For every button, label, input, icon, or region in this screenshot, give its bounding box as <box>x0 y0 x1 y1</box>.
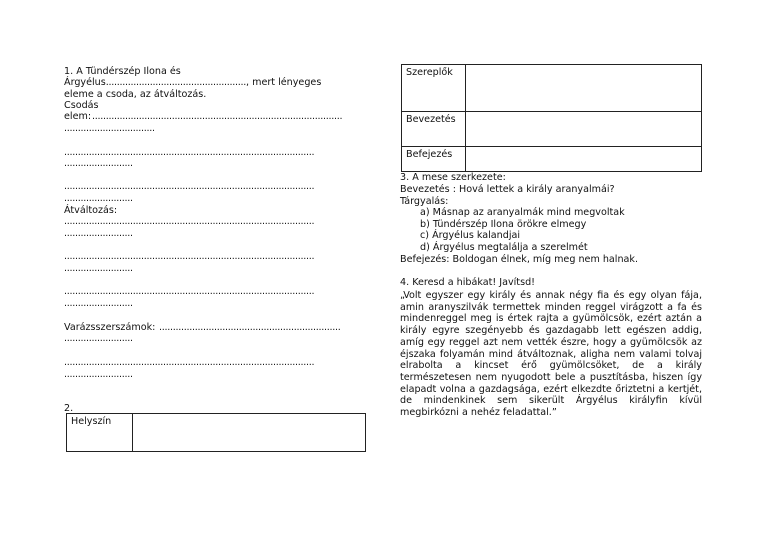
q1-line1: 1. A Tündérszép Ilona és <box>64 66 181 77</box>
varazs-dots[interactable]: .................................................................. <box>159 322 341 333</box>
answer-line[interactable]: ........................................................................................... <box>64 181 315 192</box>
bevezetes-answer-cell[interactable] <box>466 112 702 147</box>
befejezes-answer-cell[interactable] <box>466 147 702 172</box>
row-label-befejezes: Befejezés <box>402 147 466 172</box>
elem-label: elem: <box>64 111 92 122</box>
varazs-label: Varázsszerszámok: <box>64 322 156 333</box>
story-table <box>401 64 702 172</box>
helyszin-label: Helyszín <box>67 414 133 452</box>
q1-line2-start: Árgyélus <box>64 77 106 88</box>
q3-befejezes: Befejezés: Boldogan élnek, míg meg nem halnak. <box>400 254 639 265</box>
elem-dots-cont[interactable]: ................................. <box>64 123 155 134</box>
q4-title: 4. Keresd a hibákat! Javítsd! <box>400 277 536 288</box>
q3-item-d: d) Árgyélus megtalálja a szerelmét <box>420 242 588 253</box>
q4-text: „Volt egyszer egy király és annak négy fia és egy olyan fája, amin aranyszilvák termettek minden reggel virágzott a fa és mindenreggel meg is értek rajta a gyümölcsök, ezért aztán a király egyre szegényebb és gazdagabb lett egészen addig, amíg egy reggel azt nem vették észre, hogy a gyümölcsök az éjszaka folyamán mind átváltoznak, aligha nem valami tolvaj elrabolta a kincset érő gyümölcsöket, de a király természetesen nem nyugodott bele a pusztításba, hiszen így elapadt volna a gazdagsága, ezért elkezdte őriztetni a kertjét, de mindenkinek sem sikerült Árgyélus királyfin kívül megbirkózni a nehéz feladattal.” <box>400 290 702 419</box>
answer-line-cont[interactable]: ......................... <box>64 158 133 169</box>
answer-line[interactable]: ........................................................................................... <box>64 147 315 158</box>
answer-line-cont[interactable]: ......................... <box>64 369 133 380</box>
q3-item-b: b) Tündérszép Ilona örökre elmegy <box>420 219 587 230</box>
helyszin-answer-cell[interactable] <box>133 414 366 452</box>
row-label-bevezetes: Bevezetés <box>402 112 466 147</box>
szereplok-answer-cell[interactable] <box>466 65 702 112</box>
q1-blank[interactable]: ................................................... <box>105 77 246 88</box>
answer-line[interactable]: ........................................................................................... <box>64 286 315 297</box>
elem-dots[interactable]: ........................................................................................... <box>92 111 343 122</box>
q3-item-a: a) Másnap az aranyalmák mind megvoltak <box>420 207 625 218</box>
q2-label: 2. <box>64 403 74 414</box>
q1-line2 <box>64 77 321 89</box>
answer-line-cont[interactable]: ......................... <box>64 263 133 274</box>
row-label-szereplok: Szereplők <box>402 65 466 112</box>
q3-title: 3. A mese szerkezete: <box>400 172 506 183</box>
atvaltozas-dots-cont[interactable]: ......................... <box>64 228 133 239</box>
q3-item-c: c) Árgyélus kalandjai <box>420 230 521 241</box>
answer-line[interactable]: ........................................................................................... <box>64 357 315 368</box>
q1-line2-end: , mert lényeges <box>246 77 322 88</box>
atvaltozas-label: Átváltozás: <box>64 205 118 216</box>
answer-line-cont[interactable]: ......................... <box>64 298 133 309</box>
varazs-dots-cont[interactable]: ......................... <box>64 333 133 344</box>
q1-line3: eleme a csoda, az átváltozás. <box>64 89 207 100</box>
q3-targyalas: Tárgyalás: <box>400 196 449 207</box>
q3-bevezetes: Bevezetés : Hová lettek a király aranyalmái? <box>400 184 615 195</box>
answer-line-cont[interactable]: ......................... <box>64 193 133 204</box>
csodas-label: Csodás <box>64 100 99 111</box>
helyszin-table <box>66 413 366 452</box>
answer-line[interactable]: ........................................................................................... <box>64 251 315 262</box>
atvaltozas-dots[interactable]: ........................................................................................... <box>64 216 315 227</box>
